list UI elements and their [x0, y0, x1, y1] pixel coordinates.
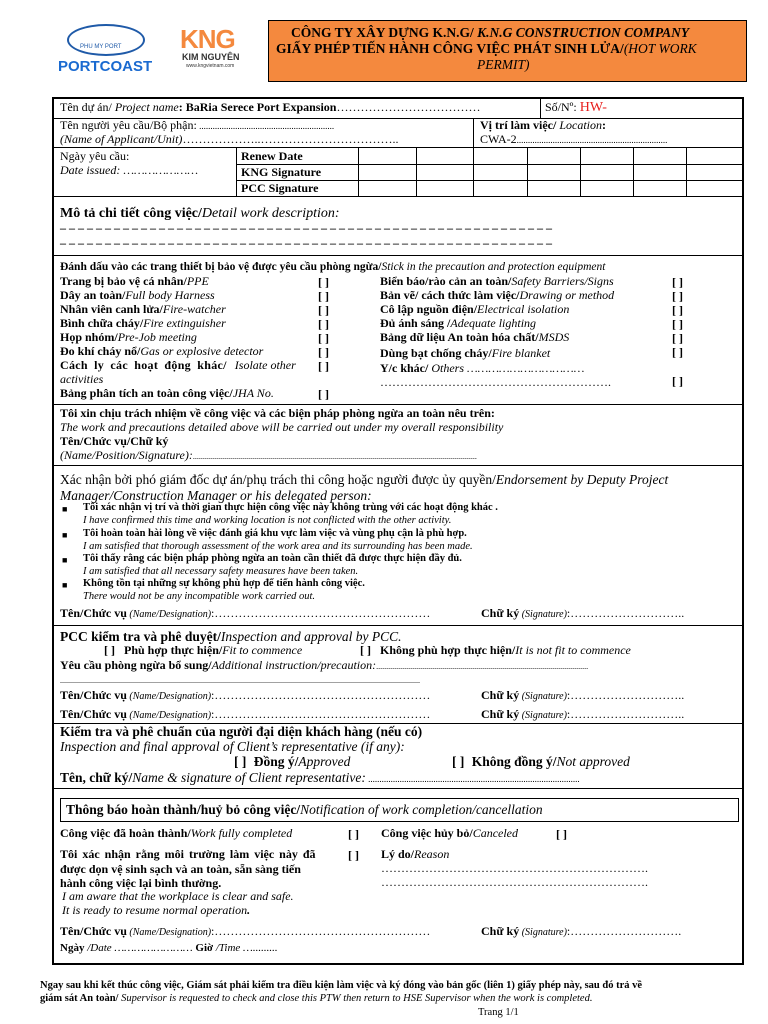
kng-logo — [174, 24, 264, 70]
checkbox[interactable]: [ ] — [318, 345, 329, 359]
precaution-vi: Bảng dữ liệu An toàn hóa chất/ — [380, 330, 539, 344]
precaution-item — [380, 275, 614, 289]
checkbox[interactable]: [ ] — [318, 359, 329, 373]
precaution-item — [60, 373, 103, 387]
precaution-en: Adequate lighting — [450, 316, 537, 330]
precaution-en: activities — [60, 372, 104, 386]
kng-logo-url: www.kngvietnam.com — [186, 63, 235, 69]
page-number: Trang 1/1 — [478, 1007, 519, 1018]
endorsement-title-en1: Endorsement by Deputy Project — [495, 472, 669, 487]
precaution-en[interactable]: …………………………………………………. — [380, 375, 611, 389]
checkbox[interactable]: [ ] — [672, 317, 683, 331]
location-label-en: Location — [556, 118, 602, 132]
name-dots[interactable]: :……………………………………………… — [211, 924, 431, 938]
description-line-1[interactable]: – – – – – – – – – – – – – – – – – – – – – – – – – – – – – – – – – – – – – – – – – – – – – – – – – – – – – – – — [60, 221, 552, 235]
precaution-item — [380, 347, 550, 361]
completion-title-en: Notification of work completion/cancellation — [300, 802, 543, 817]
precaution-vi: Bản vẽ/ cách thức làm việc/ — [380, 288, 520, 302]
precaution-en: Safety Barriers/Signs — [511, 274, 614, 288]
signature-dots[interactable]: :……………………….. — [566, 606, 685, 620]
precaution-vi: Trang bị bảo vệ cá nhân/ — [60, 274, 187, 288]
location — [480, 119, 606, 133]
header-line1-vi: CÔNG TY XÂY DỰNG K.N.G/ — [291, 25, 474, 40]
kng-signature-label: KNG Signature — [241, 165, 322, 179]
renew-date-label: Renew Date — [241, 149, 303, 163]
precaution-item — [60, 303, 226, 317]
precaution-vi: Họp nhóm/ — [60, 330, 118, 344]
fit-checkbox[interactable]: [ ] — [104, 643, 115, 657]
footer-note-line2 — [40, 993, 592, 1005]
applicant-dots[interactable]: ............................................................ — [196, 121, 335, 131]
time-label-vi: Giờ — [195, 942, 214, 954]
precautions-intro — [60, 261, 605, 274]
footer-note-vi: giám sát An toàn/ — [40, 993, 119, 1004]
name-label: Tên/Chức vụ — [60, 707, 127, 721]
precaution-en: Drawing or method — [519, 288, 615, 302]
divider — [473, 147, 474, 196]
precaution-vi: Cách ly các hoạt động khác/ — [60, 358, 227, 372]
applicant-label-vi: Tên người yêu cầu/Bộ phận: — [60, 118, 197, 132]
precaution-item — [380, 376, 611, 390]
canceled-label-vi: Công việc hủy bỏ/ — [381, 826, 473, 840]
bullet-vi: Không tồn tại những sự không phù hợp để tiến hành công việc. — [83, 578, 365, 589]
responsibility-label: (Name/Position/Signature): — [60, 448, 193, 462]
confirm-en-2-text: It is ready to resume normal operation — [62, 903, 248, 917]
precaution-en: Fire-watcher — [162, 302, 226, 316]
client-name-label-en: Name & signature of Client representative: — [132, 770, 366, 785]
bullet-en: I am satisfied that thorough assessment of the work area and its surrounding has been made. — [83, 541, 473, 552]
header-line1-en: K.N.G CONSTRUCTION COMPANY — [473, 25, 690, 40]
applicant-label-en: (Name of Applicant/Unit) — [60, 132, 183, 146]
signature-label-en: (Signature) — [519, 927, 567, 938]
footer-note-line1: Ngay sau khi kết thúc công việc, Giám sát phải kiểm tra điều kiện làm việc và ký đóng vào bản gốc (liên 1) giấy phép này, sau đó trả về — [40, 980, 643, 991]
notfit-label-vi: Không phù hợp thực hiện/ — [380, 643, 516, 657]
bullet-vi: Tôi thấy rằng các biện pháp phòng ngừa an toàn cần thiết đã được thực hiện đầy đủ. — [83, 553, 462, 564]
phumy-port-logo — [67, 24, 145, 56]
pcc-signature-2 — [481, 708, 684, 722]
checkbox[interactable]: [ ] — [318, 303, 329, 317]
precaution-en: MSDS — [538, 330, 570, 344]
confirm-line: được dọn vệ sinh sạch và an toàn, sẵn sàng tiến — [60, 862, 301, 876]
precaution-item — [60, 359, 296, 373]
footer-note-en: Supervisor is requested to check and close this PTW then return to HSE Supervisor when the work is completed. — [118, 993, 593, 1004]
name-dots[interactable]: :……………………………………………… — [211, 606, 431, 620]
client-not-approved — [452, 754, 630, 770]
signature-label-en: (Signature) — [519, 691, 567, 702]
responsibility-line3: Tên/Chức vụ/Chữ ký — [60, 434, 169, 448]
period: . — [247, 903, 251, 917]
header-line2-en: (HOT WORK — [623, 41, 697, 56]
divider — [52, 625, 744, 626]
client-approved — [234, 754, 350, 770]
signature-label: Chữ ký — [481, 606, 520, 620]
precautions-intro-en: Stick in the precaution and protection equipment — [381, 261, 606, 273]
signature-label: Chữ ký — [481, 924, 520, 938]
client-name-dots[interactable]: .............................................................................................. — [365, 774, 580, 784]
approved-label-en: Approved — [298, 754, 351, 769]
divider — [473, 118, 474, 147]
requirement-label-vi: Yêu cầu phòng ngừa bổ sung/ — [60, 658, 212, 672]
checkbox[interactable]: [ ] — [318, 275, 329, 289]
precaution-item — [60, 331, 197, 345]
endorsement-signature — [481, 607, 684, 621]
bullet-icon: ■ — [62, 530, 68, 540]
responsibility-dots[interactable]: .............................................................................................................................................. — [192, 452, 477, 461]
completion-signature — [481, 925, 681, 939]
precaution-en: Gas or explosive detector — [140, 344, 264, 358]
divider — [52, 788, 744, 789]
notfit-label-en: It is not fit to commence — [515, 643, 631, 657]
date-issued-value[interactable]: Date issued: ………………… — [60, 163, 199, 177]
completion-title-vi: Thông báo hoàn thành/huỷ bỏ công việc/ — [66, 802, 301, 817]
signature-label: Chữ ký — [481, 707, 520, 721]
confirm-en-1: I am aware that the workplace is clear and safe. — [62, 889, 294, 903]
pcc-name — [60, 689, 430, 703]
precaution-item — [60, 289, 215, 303]
signature-label: Chữ ký — [481, 688, 520, 702]
responsibility-line4 — [60, 449, 477, 463]
location-colon: : — [601, 118, 606, 132]
requirement-dots[interactable]: .......................................................................................................... — [376, 662, 589, 671]
client-name — [60, 770, 580, 786]
divider — [633, 147, 634, 196]
time-label-en[interactable]: /Time …......... — [213, 942, 278, 954]
location-value-line — [480, 133, 667, 147]
phumy-port-text: PHU MY PORT — [80, 44, 122, 50]
reason-label — [381, 848, 449, 862]
precaution-vi: Dây an toàn/ — [60, 288, 126, 302]
header-line2 — [276, 41, 697, 57]
completed-label-vi: Công việc đã hoàn thành/ — [60, 826, 191, 840]
bullet-vi: Tôi xác nhận vị trí và thời gian thực hiện công việc này không trùng với các hoạt động khác . — [83, 502, 498, 513]
bullet-en: There would not be any incompatible work carried out. — [83, 591, 316, 602]
signature-label-en: (Signature) — [519, 609, 567, 620]
applicant-line2 — [60, 133, 398, 147]
checkbox[interactable]: [ ] — [672, 374, 683, 388]
header-line2-vi: GIẤY PHÉP TIẾN HÀNH CÔNG VIỆC PHÁT SINH LỬA/ — [276, 41, 624, 56]
confirm-en-2 — [62, 904, 250, 918]
header-line3: PERMIT) — [477, 57, 530, 72]
name-label-en: (Name/Designation) — [126, 710, 212, 721]
precaution-vi: Dùng bạt chống cháy/ — [380, 346, 492, 360]
client-subtitle: Inspection and final approval of Client’s representative (if any): — [60, 739, 405, 754]
precaution-item — [60, 275, 209, 289]
canceled-label-en: Canceled — [472, 826, 519, 840]
not-approved-label-en: Not approved — [556, 754, 630, 769]
name-label: Tên/Chức vụ — [60, 924, 127, 938]
confirm-line: Tôi xác nhận rằng môi trường làm việc này đã — [60, 847, 316, 861]
divider — [358, 147, 359, 196]
divider — [540, 97, 541, 118]
portcoast-logo — [52, 16, 164, 80]
canceled-row — [381, 827, 518, 841]
checkbox[interactable]: [ ] — [672, 303, 683, 317]
name-dots[interactable]: :……………………………………………… — [211, 688, 431, 702]
signature-label-en: (Signature) — [519, 710, 567, 721]
not-approved-label-vi: Không đồng ý/ — [471, 754, 557, 769]
bullet-icon: ■ — [62, 580, 68, 590]
completed-checkbox[interactable]: [ ] — [348, 827, 359, 841]
divider — [686, 147, 687, 196]
pcc-requirement — [60, 659, 588, 673]
endorsement-title — [60, 472, 668, 488]
date-issued-label: Ngày yêu cầu: — [60, 149, 130, 163]
precaution-vi: Cô lập nguồn điện/ — [380, 302, 478, 316]
checkbox[interactable]: [ ] — [318, 289, 329, 303]
permit-number-value[interactable]: HW- — [579, 100, 607, 115]
checkbox[interactable]: [ ] — [672, 331, 683, 345]
kng-logo-subtext: KIM NGUYÊN — [182, 52, 240, 62]
name-label: Tên/Chức vụ — [60, 688, 127, 702]
precaution-vi: Đo khí cháy nổ/ — [60, 344, 141, 358]
requirement-label-en: Additional instruction/precaution: — [211, 658, 377, 672]
permit-number-label: Số/Nº: — [545, 100, 580, 114]
precaution-en: PPE — [186, 274, 209, 288]
precaution-item — [380, 362, 584, 376]
divider — [52, 196, 744, 197]
approved-checkbox[interactable]: [ ] — [234, 754, 247, 769]
notfit-checkbox[interactable]: [ ] — [360, 643, 371, 657]
divider — [52, 465, 744, 466]
name-dots[interactable]: :……………………………………………… — [211, 707, 431, 721]
location-dots: ................................................................... — [516, 135, 668, 145]
fit-label-en: Fit to commence — [222, 643, 303, 657]
bullet-en: I am satisfied that all necessary safety measures have been taken. — [83, 566, 359, 577]
applicant-dots2: ………………..…………………………….. — [182, 132, 399, 146]
pcc-title-vi: PCC kiểm tra và phê duyệt/ — [60, 629, 221, 644]
endorsement-title-vi: Xác nhận bởi phó giám đốc dự án/phụ trách thi công hoặc người được ủy quyền/ — [60, 472, 496, 487]
location-label-vi: Vị trí làm việc/ — [480, 118, 557, 132]
precaution-item — [60, 345, 263, 359]
precaution-en: Full body Harness — [125, 288, 215, 302]
kng-logo-text: KNG — [180, 24, 235, 54]
precaution-item — [380, 289, 614, 303]
precaution-vi: Y/c khác/ — [380, 361, 429, 375]
precaution-vi: Bảng phân tích an toàn công việc/ — [60, 386, 233, 400]
fit-label-vi: Phù hợp thực hiện/ — [124, 643, 223, 657]
name-label-en: (Name/Designation) — [126, 609, 212, 620]
name-label-en: (Name/Designation) — [126, 927, 212, 938]
precaution-vi: Bình chữa cháy/ — [60, 316, 144, 330]
description-title — [60, 206, 340, 222]
precaution-en: Fire extinguisher — [143, 316, 226, 330]
completion-title — [66, 802, 543, 818]
reason-label-en: Reason — [414, 847, 450, 861]
client-name-label-vi: Tên, chữ ký/ — [60, 770, 133, 785]
endorsement-name — [60, 607, 430, 621]
portcoast-text: PORTCOAST — [58, 58, 153, 75]
precaution-vi: Đủ ánh sáng / — [380, 316, 451, 330]
pcc-title-en: Inspection and approval by PCC. — [220, 629, 402, 644]
divider — [236, 147, 237, 196]
canceled-checkbox[interactable]: [ ] — [556, 827, 567, 841]
pcc-signature — [481, 689, 684, 703]
description-label-vi: Mô tả chi tiết công việc/ — [60, 206, 202, 221]
checkbox[interactable]: [ ] — [318, 387, 329, 401]
responsibility-line2: The work and precautions detailed above will be carried out under my overall responsibility — [60, 420, 504, 434]
name-label: Tên/Chức vụ — [60, 606, 127, 620]
name-label-en: (Name/Designation) — [126, 691, 212, 702]
precaution-en: Fire blanket — [491, 346, 551, 360]
bullet-icon: ■ — [62, 555, 68, 565]
completed-label-en: Work fully completed — [190, 826, 293, 840]
precaution-en: Isolate other — [234, 358, 296, 372]
not-approved-checkbox[interactable]: [ ] — [452, 754, 465, 769]
divider — [52, 255, 744, 256]
description-line-2[interactable]: – – – – – – – – – – – – – – – – – – – – – – – – – – – – – – – – – – – – – – – – – – – – – – – – – – – – – – – — [60, 236, 552, 250]
precautions-intro-vi: Đánh dấu vào các trang thiết bị bảo vệ được yêu cầu phòng ngừa/ — [60, 261, 382, 273]
location-value[interactable]: CWA-2 — [480, 132, 517, 146]
checkbox[interactable]: [ ] — [672, 275, 683, 289]
precaution-item — [380, 331, 569, 345]
precaution-item — [380, 303, 569, 317]
permit-number — [545, 100, 607, 116]
bullet-vi: Tôi hoàn toàn hài lòng về việc đánh giá khu vực làm việc và vùng phụ cận là phù hợp. — [83, 528, 467, 539]
confirm-checkbox[interactable]: [ ] — [348, 848, 359, 862]
reason-line[interactable]: …………………………………………………………. — [381, 875, 648, 889]
endorsement-title-line2: Manager/Construction Manager or his delegated person: — [60, 488, 372, 503]
confirm-line: hành công việc lại bình thường. — [60, 876, 222, 890]
pcc-notfit-row — [360, 644, 631, 658]
pcc-signature-label: PCC Signature — [241, 181, 319, 195]
precaution-en: JHA No. — [232, 386, 274, 400]
project-label-en: Project name — [111, 100, 179, 114]
divider — [416, 147, 417, 196]
project-dots: ……………………………… — [336, 100, 481, 114]
precaution-vi: Nhân viên canh lửa/ — [60, 302, 163, 316]
precaution-vi: Biển báo/rào cản an toàn/ — [380, 274, 512, 288]
client-title: Kiểm tra và phê chuẩn của người đại diện khách hàng (nếu có) — [60, 724, 423, 739]
applicant-line1 — [60, 119, 334, 133]
date-label-en[interactable]: /Date …………………… — [84, 942, 196, 954]
precaution-item — [60, 387, 274, 401]
divider — [527, 147, 528, 196]
pcc-fit-row — [104, 644, 302, 658]
date-label-vi: Ngày — [60, 942, 85, 954]
precaution-en: Electrical isolation — [477, 302, 570, 316]
signature-dots[interactable]: :………………………. — [566, 924, 682, 938]
approved-label-vi: Đồng ý/ — [253, 754, 299, 769]
project-name — [60, 101, 480, 115]
bullet-en: I have confirmed this time and working location is not conflicted with the other activity. — [83, 515, 452, 526]
checkbox[interactable]: [ ] — [672, 289, 683, 303]
completed-row — [60, 827, 292, 841]
reason-line[interactable]: …………………………………………………………. — [381, 861, 648, 875]
project-label-vi: Tên dự án/ — [60, 100, 112, 114]
header-line1 — [291, 25, 689, 41]
completion-name — [60, 925, 430, 939]
signature-dots[interactable]: :……………………….. — [566, 707, 685, 721]
precaution-item — [60, 317, 226, 331]
responsibility-line1: Tôi xin chịu trách nhiệm về công việc và các biện pháp phòng ngừa an toàn nêu trên: — [60, 406, 495, 420]
precaution-en[interactable]: Others …………………………… — [428, 361, 585, 375]
pcc-extra-line[interactable]: .................................................................................................................................................................................... — [60, 676, 420, 685]
checkbox[interactable]: [ ] — [318, 331, 329, 345]
divider — [580, 147, 581, 196]
precaution-item — [380, 317, 536, 331]
pcc-name-2 — [60, 708, 430, 722]
description-label-en: Detail work description: — [201, 206, 340, 221]
signature-dots[interactable]: :……………………….. — [566, 688, 685, 702]
divider — [52, 147, 744, 148]
project-value[interactable]: : BaRia Serece Port Expansion — [178, 100, 337, 114]
divider — [52, 404, 744, 405]
bullet-icon: ■ — [62, 504, 68, 514]
completion-datetime — [60, 942, 278, 955]
checkbox[interactable]: [ ] — [672, 345, 683, 359]
precaution-en: Pre-Job meeting — [117, 330, 197, 344]
reason-label-vi: Lý do/ — [381, 847, 415, 861]
checkbox[interactable]: [ ] — [318, 317, 329, 331]
